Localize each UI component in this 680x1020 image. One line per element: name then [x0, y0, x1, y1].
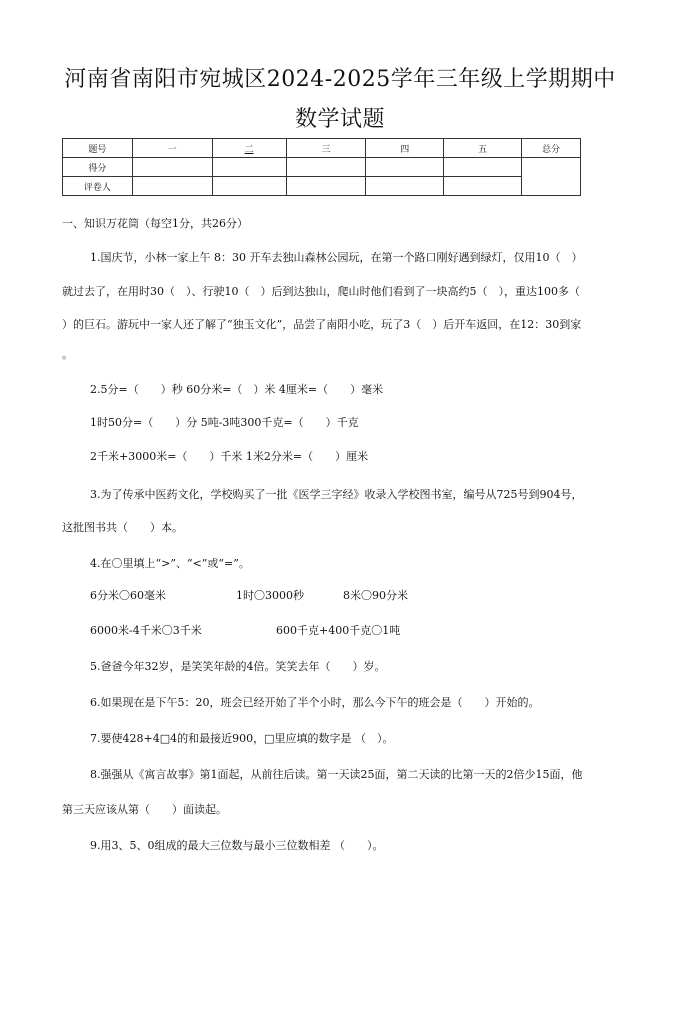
question-4-item: 6000米-4千米〇3千米 [90, 624, 202, 637]
grader-cell[interactable] [366, 177, 444, 196]
question-7: 7.要使428+4□4的和最接近900，□里应填的数字是 （ ）。 [90, 732, 394, 745]
question-4-item: 6分米〇60毫米 [90, 589, 166, 602]
section-heading: 一、知识万花筒（每空1分，共26分） [62, 217, 248, 230]
question-3-line: 这批图书共（ ）本。 [62, 521, 183, 534]
header-cell: 二 [212, 139, 286, 158]
question-8-line: 第三天应该从第（ ）面读起。 [62, 803, 227, 816]
score-table [62, 138, 581, 196]
question-4-item: 600千克+400千克〇1吨 [276, 624, 401, 637]
header-cell: 五 [444, 139, 522, 158]
exam-title-line1: 河南省南阳市宛城区2024-2025学年三年级上学期期中 [64, 67, 616, 92]
score-table-header-row [63, 139, 581, 158]
question-6: 6.如果现在是下午5：20，班会已经开始了半个小时，那么今下午的班会是（ ）开始的。 [90, 696, 540, 709]
score-cell[interactable] [132, 158, 212, 177]
exam-title-line2: 数学试题 [294, 107, 385, 132]
question-1-line: 1.国庆节，小林一家上午 8：30 开车去独山森林公园玩，在第一个路口刚好遇到绿灯，仅用10（ ） [90, 251, 583, 264]
grader-cell[interactable] [132, 177, 212, 196]
question-1-line: 。 [62, 348, 73, 361]
header-cell: 三 [286, 139, 366, 158]
question-3-line: 3.为了传承中医药文化，学校购买了一批《医学三字经》收录入学校图书室，编号从725号到904号， [90, 488, 583, 501]
score-cell[interactable] [286, 158, 366, 177]
question-4-item: 1时〇3000秒 [236, 589, 304, 602]
row-label: 得分 [63, 158, 133, 177]
header-cell: 四 [366, 139, 444, 158]
header-cell: 一 [132, 139, 212, 158]
question-4-prompt: 4.在〇里填上“>”、“<”或“=”。 [90, 557, 250, 570]
question-5: 5.爸爸今年32岁，是笑笑年龄的4倍。笑笑去年（ ）岁。 [90, 660, 386, 673]
score-row [63, 158, 581, 177]
question-1-line: 就过去了，在用时30（ ）、行驶10（ ）后到达独山，爬山时他们看到了一块高约5（ ），重达100多（ [62, 285, 580, 298]
question-1-line: ）的巨石。游玩中一家人还了解了“独玉文化”，品尝了南阳小吃，玩了3（ ）后开车返回，在12：30到家 [62, 318, 582, 331]
header-cell: 题号 [63, 139, 133, 158]
question-8-line: 8.强强从《寓言故事》第1面起，从前往后读。第一天读25面，第二天读的比第一天的2倍少15面，他 [90, 768, 583, 781]
score-cell[interactable] [444, 158, 522, 177]
question-4-item: 8米〇90分米 [343, 589, 408, 602]
grader-cell[interactable] [286, 177, 366, 196]
question-9: 9.用3、5、0组成的最大三位数与最小三位数相差 （ ）。 [90, 839, 384, 852]
row-label: 评卷人 [63, 177, 133, 196]
grader-row [63, 177, 581, 196]
grader-cell[interactable] [212, 177, 286, 196]
score-cell[interactable] [212, 158, 286, 177]
grader-cell[interactable] [444, 177, 522, 196]
header-cell: 总分 [522, 139, 581, 158]
total-score-cell[interactable] [522, 158, 581, 196]
question-2-line: 2千米+3000米=（ ）千米 1米2分米=（ ）厘米 [90, 450, 369, 463]
question-2-line: 2.5分=（ ）秒 60分米=（ ）米 4厘米=（ ）毫米 [90, 383, 384, 396]
question-2-line: 1时50分=（ ）分 5吨-3吨300千克=（ ）千克 [90, 416, 359, 429]
score-cell[interactable] [366, 158, 444, 177]
